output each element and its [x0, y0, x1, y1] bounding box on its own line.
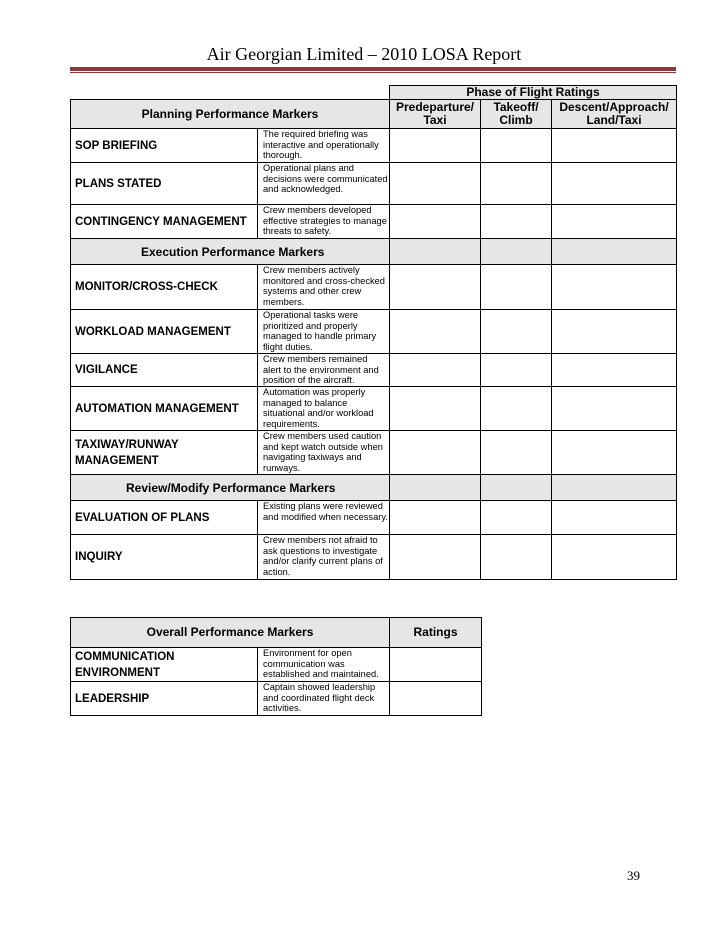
- rating-cell-descent[interactable]: [552, 535, 677, 580]
- table-row: [71, 163, 677, 205]
- marker-description: Crew members remained alert to the environment and position of the aircraft.: [258, 354, 390, 387]
- rating-cell[interactable]: [390, 682, 482, 716]
- top-left-blank: [71, 86, 390, 100]
- marker-description: Environment for open communication was established and maintained.: [258, 648, 390, 682]
- marker-description: Operational plans and decisions were communicated and acknowledged.: [258, 163, 390, 205]
- header-rule: [70, 67, 676, 71]
- rating-cell-takeoff[interactable]: [481, 310, 552, 354]
- marker-label: MONITOR/CROSS-CHECK: [71, 265, 258, 310]
- col-predeparture-taxi: Predeparture/ Taxi: [390, 100, 481, 129]
- rating-cell-predeparture[interactable]: [390, 205, 481, 239]
- rating-cell-predeparture[interactable]: [390, 310, 481, 354]
- table-row: [71, 431, 677, 475]
- overall-performance-table: [70, 617, 482, 716]
- rating-cell-predeparture[interactable]: [390, 163, 481, 205]
- ratings-header: Ratings: [390, 618, 482, 648]
- marker-description: The required briefing was interactive and operationally thorough.: [258, 129, 390, 163]
- execution-markers-header: Execution Performance Markers: [71, 239, 390, 265]
- report-header-title: Air Georgian Limited – 2010 LOSA Report: [206, 44, 522, 64]
- marker-label: WORKLOAD MANAGEMENT: [71, 310, 258, 354]
- rating-cell-predeparture[interactable]: [390, 501, 481, 535]
- marker-label: AUTOMATION MANAGEMENT: [71, 387, 258, 431]
- rating-cell-predeparture[interactable]: [390, 265, 481, 310]
- page-number: 39: [627, 868, 640, 883]
- rating-cell-descent[interactable]: [552, 205, 677, 239]
- marker-description: Crew members developed effective strategies to manage threats to safety.: [258, 205, 390, 239]
- rating-cell-takeoff[interactable]: [481, 129, 552, 163]
- section-shade-cell: [390, 475, 481, 501]
- marker-label: EVALUATION OF PLANS: [71, 501, 258, 535]
- rating-cell-descent[interactable]: [552, 354, 677, 387]
- rating-cell-predeparture[interactable]: [390, 129, 481, 163]
- review-modify-markers-header: Review/Modify Performance Markers: [71, 475, 390, 501]
- table-row: [71, 648, 482, 682]
- table-row: [71, 682, 482, 716]
- table-row: [71, 205, 677, 239]
- rating-cell-takeoff[interactable]: [481, 431, 552, 475]
- section-shade-cell: [552, 475, 677, 501]
- marker-description: Crew members not afraid to ask questions to investigate and/or clarify current plans of action.: [258, 535, 390, 580]
- marker-label: SOP BRIEFING: [71, 129, 258, 163]
- rating-cell-descent[interactable]: [552, 265, 677, 310]
- section-shade-cell: [481, 475, 552, 501]
- marker-label: INQUIRY: [71, 535, 258, 580]
- marker-label: CONTINGENCY MANAGEMENT: [71, 205, 258, 239]
- table-row: [71, 501, 677, 535]
- rating-cell-descent[interactable]: [552, 501, 677, 535]
- header-rule-thin: [70, 72, 676, 73]
- rating-cell-takeoff[interactable]: [481, 535, 552, 580]
- rating-cell-predeparture[interactable]: [390, 431, 481, 475]
- phase-of-flight-heading: Phase of Flight Ratings: [390, 86, 677, 100]
- rating-cell-descent[interactable]: [552, 129, 677, 163]
- table-row: [71, 265, 677, 310]
- rating-cell-takeoff[interactable]: [481, 354, 552, 387]
- phase-ratings-table: [70, 85, 677, 580]
- marker-label: LEADERSHIP: [71, 682, 258, 716]
- overall-markers-header: Overall Performance Markers: [71, 618, 390, 648]
- planning-markers-header: Planning Performance Markers: [71, 100, 390, 129]
- marker-label: TAXIWAY/RUNWAY MANAGEMENT: [71, 431, 258, 475]
- marker-description: Crew members actively monitored and cross-checked systems and other crew members.: [258, 265, 390, 310]
- rating-cell-takeoff[interactable]: [481, 163, 552, 205]
- marker-label: VIGILANCE: [71, 354, 258, 387]
- marker-description: Crew members used caution and kept watch outside when navigating taxiways and runways.: [258, 431, 390, 475]
- rating-cell-takeoff[interactable]: [481, 387, 552, 431]
- rating-cell-descent[interactable]: [552, 163, 677, 205]
- table-row: [71, 354, 677, 387]
- marker-label: PLANS STATED: [71, 163, 258, 205]
- rating-cell-descent[interactable]: [552, 431, 677, 475]
- table-row: [71, 535, 677, 580]
- rating-cell[interactable]: [390, 648, 482, 682]
- rating-cell-predeparture[interactable]: [390, 535, 481, 580]
- rating-cell-takeoff[interactable]: [481, 501, 552, 535]
- section-shade-cell: [481, 239, 552, 265]
- marker-description: Existing plans were reviewed and modified when necessary.: [258, 501, 390, 535]
- section-shade-cell: [390, 239, 481, 265]
- rating-cell-predeparture[interactable]: [390, 354, 481, 387]
- rating-cell-predeparture[interactable]: [390, 387, 481, 431]
- table-row: [71, 129, 677, 163]
- marker-label: COMMUNICATION ENVIRONMENT: [71, 648, 258, 682]
- rating-cell-descent[interactable]: [552, 387, 677, 431]
- rating-cell-descent[interactable]: [552, 310, 677, 354]
- rating-cell-takeoff[interactable]: [481, 205, 552, 239]
- section-shade-cell: [552, 239, 677, 265]
- rating-cell-takeoff[interactable]: [481, 265, 552, 310]
- marker-description: Operational tasks were prioritized and properly managed to handle primary flight duties.: [258, 310, 390, 354]
- col-descent-approach-land-taxi: Descent/Approach/ Land/Taxi: [552, 100, 677, 129]
- table-row: [71, 387, 677, 431]
- col-takeoff-climb: Takeoff/ Climb: [481, 100, 552, 129]
- marker-description: Automation was properly managed to balance situational and/or workload requirements.: [258, 387, 390, 431]
- marker-description: Captain showed leadership and coordinated flight deck activities.: [258, 682, 390, 716]
- table-row: [71, 310, 677, 354]
